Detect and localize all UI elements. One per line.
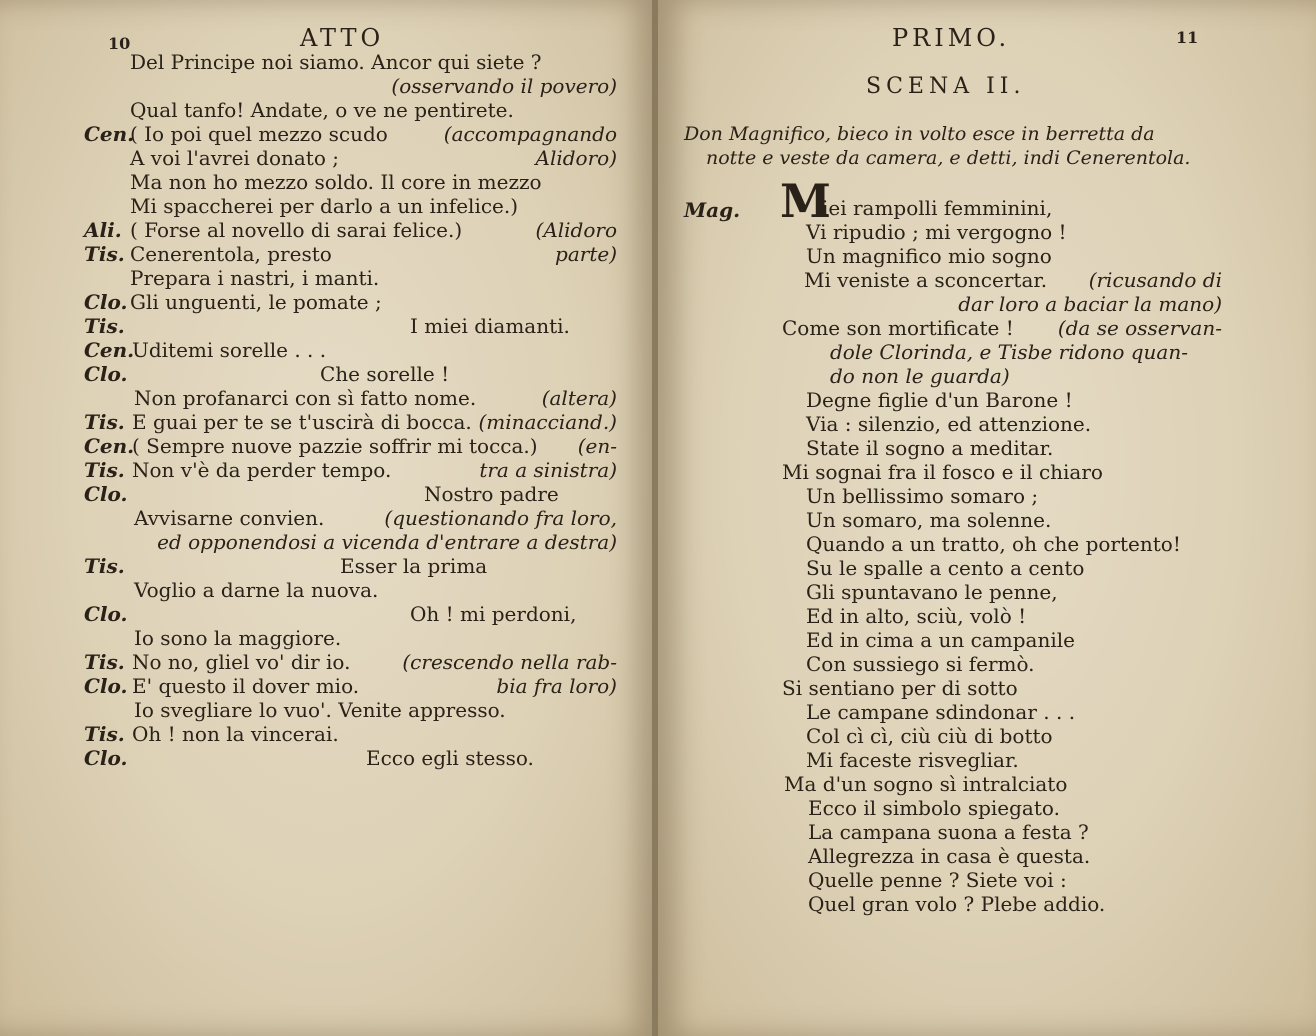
verse-line: Su le spalle a cento a cento xyxy=(806,556,1085,580)
stage-direction: dole Clorinda, e Tisbe ridono quan- xyxy=(830,340,1188,364)
verse-line: Quando a un tratto, oh che portento! xyxy=(806,532,1181,556)
verse-line: Le campane sdindonar . . . xyxy=(806,700,1076,724)
scene-description-line-1: Don Magnifico, bieco in volto esce in berretta da xyxy=(684,123,1155,145)
verse-line: Allegrezza in casa è questa. xyxy=(808,844,1091,868)
verse-line: State il sogno a meditar. xyxy=(806,436,1054,460)
verse-line: Mi faceste risvegliar. xyxy=(806,748,1019,772)
right-page-number: 11 xyxy=(1176,28,1199,47)
scene-description-line-2: notte e veste da camera, e detti, indi Cenerentola. xyxy=(706,147,1191,169)
verse-line: Quelle penne ? Siete voi : xyxy=(808,868,1067,892)
left-page-number: 10 xyxy=(108,34,131,53)
verse-line: Ed in cima a un campanile xyxy=(806,628,1075,652)
verse-line: Un bellissimo somaro ; xyxy=(806,484,1039,508)
verse-line: Si sentiano per di sotto xyxy=(782,676,1018,700)
verse-line: Un magnifico mio sogno xyxy=(806,244,1052,268)
drop-cap: M xyxy=(780,174,831,228)
verse-line: Via : silenzio, ed attenzione. xyxy=(806,412,1092,436)
verse-line: Gli spuntavano le penne, xyxy=(806,580,1058,604)
verse-line: La campana suona a festa ? xyxy=(808,820,1089,844)
verse-line: Un somaro, ma solenne. xyxy=(806,508,1052,532)
verse-line: Degne figlie d'un Barone ! xyxy=(806,388,1073,412)
speaker-mag: Mag. xyxy=(684,198,741,222)
scene-title: SCENA II. xyxy=(866,74,1026,99)
verse-line: Mi sognai fra il fosco e il chiaro xyxy=(782,460,1103,484)
first-verse-line: iei rampolli femminini, xyxy=(822,196,1053,220)
right-page: PRIMO. 11 SCENA II. Don Magnifico, bieco in volto esce in berretta da notte e veste da camera, e detti, indi Cenerentola. Mag. M iei rampolli femminini, Vi ripudio ; mi vergogno ! Un magnifico mio sogno Mi veniste a sconcertar. (ricusando di dar loro a baciar la mano) Come son mortificate ! (da se osservan- dole Clorinda, e Tisbe ridono quan- do non le guarda) Degne figlie d'un Barone ! Via : silenzio, ed attenzione. State il sogno a meditar. Mi sognai fra il fosco e il chiaro Un bellissimo somaro ; Un somaro, ma solenne. Quando a un tratto, oh che portento! Su le spalle a cento a cento Gli spuntavano le penne, Ed in alto, sciù, volò ! Ed in cima a un campanile Con sussiego si fermò. Si sentiano per di sotto Le campane sdindonar . . . Col cì cì, ciù ciù di botto Mi faceste risvegliar. Ma d'un sogno sì intralciato Ecco il simbolo spiegato. La campana suona a festa ? Allegrezza in casa è questa. Quelle penne ? Siete voi : Quel gran volo ? Plebe addio. xyxy=(658,0,1316,1036)
verse-line: Quel gran volo ? Plebe addio. xyxy=(808,892,1106,916)
left-page: 10 ATTO Del Principe noi siamo. Ancor qui siete ? (osservando il povero) Qual tanfo! Andate, o ve ne pentirete. Cen. ( Io poi quel mezzo scudo (accompagnando A voi l'avrei donato ; Alidoro) Ma non ho mezzo soldo. Il core in mezzo Mi spaccherei per darlo a un infelice.) Ali. ( Forse al novello di sarai felice.) (Alidoro Tis. Cenerentola, presto parte) Prepara i nastri, i manti. Clo. Gli unguenti, le pomate ; Tis. I miei diamanti. Cen. Uditemi sorelle . . . Clo. Che sorelle ! Non profanarci con sì fatto nome. (altera) Tis. E guai per te se t'uscirà di bocca. (minacciand.) Cen. ( Sempre nuove pazzie soffrir mi tocca.) (en- Tis. Non v'è da perder tempo. tra a sinistra) Clo. Nostro padre Avvisarne convien. (questionando fra loro, ed opponendosi a vicenda d'entrare a destra) Tis. Esser la prima Voglio a darne la nuova. Clo. Oh ! mi perdoni, Io sono la maggiore. Tis. No no, gliel vo' dir io. (crescendo nella rab- Clo. E' questo il dover mio. bia fra loro) Io svegliare lo vuo'. Venite appresso. Tis. Oh ! non la vincerai. Clo. Ecco egli stesso. xyxy=(0,0,655,1036)
verse-line: Ma d'un sogno sì intralciato xyxy=(784,772,1068,796)
verse-line: Ecco il simbolo spiegato. xyxy=(808,796,1060,820)
right-running-head: PRIMO. xyxy=(892,24,1011,52)
left-running-head: ATTO xyxy=(300,24,385,52)
verse-line: Vi ripudio ; mi vergogno ! xyxy=(806,220,1067,244)
verse-line: Col cì cì, ciù ciù di botto xyxy=(806,724,1053,748)
stage-direction: dar loro a baciar la mano) xyxy=(958,292,1222,316)
stage-direction: do non le guarda) xyxy=(830,364,1010,388)
verse-line: Ed in alto, sciù, volò ! xyxy=(806,604,1027,628)
verse-line: Con sussiego si fermò. xyxy=(806,652,1035,676)
